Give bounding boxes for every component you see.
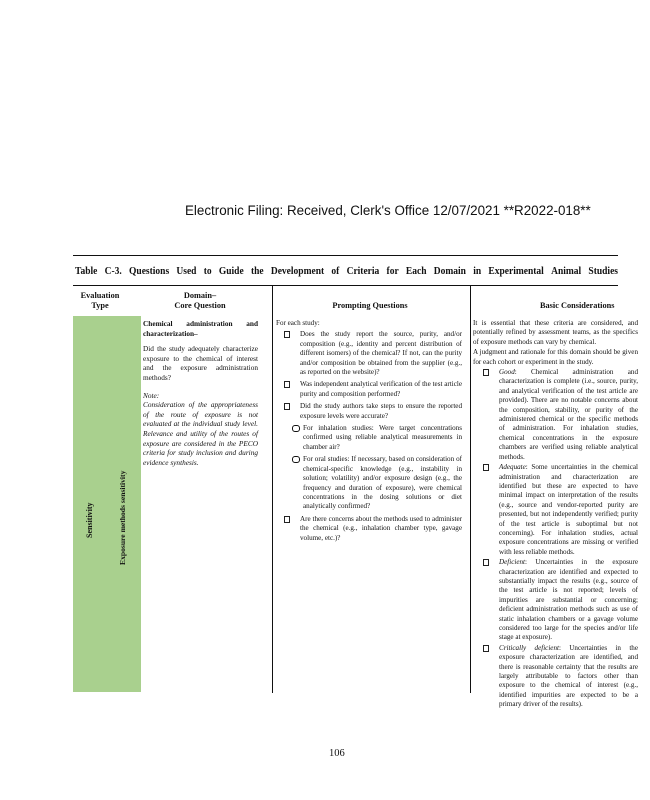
caption-word: Criteria (346, 266, 380, 278)
rating-item (473, 558, 638, 643)
caption-word: for (386, 266, 399, 278)
rating-label: Deficient (499, 558, 525, 567)
prompting-question-text: Did the study authors take steps to ensure the reported exposure levels were accurate? (300, 402, 462, 420)
prompting-questions-cell (276, 319, 462, 546)
note-text: Consideration of the appropriateness of the route of exposure is not evaluated at the individual study level. Relevance and utility of the routes of exposure are considered in the PECO criteria for study inclusion and during evidence synthesis. (143, 400, 258, 467)
caption-word: Experimental (488, 266, 544, 278)
caption-word: the (250, 266, 264, 278)
caption-word: Domain (433, 266, 466, 278)
basic-intro-1: It is essential that these criteria are considered, and potentially refined by assessment teams, as the specifics of exposure methods can vary by chemical. (473, 319, 638, 346)
header-domain-line1: Domain– (183, 291, 217, 300)
checkbox-bullet-icon (483, 645, 489, 652)
core-question-note (143, 391, 258, 468)
prompting-question-text: Does the study report the source, purity, and/or composition (e.g., identity and percent distribution of different isomers) of the chemical? If not, can the purity and/or composition be obtained from the supplier (e.g., as reported on the website)? (300, 330, 462, 377)
filing-stamp: Electronic Filing: Received, Clerk's Office 12/07/2021 **R2022-018** (185, 203, 591, 218)
caption-word: Development (270, 266, 325, 278)
rating-label: Critically deficient (499, 643, 559, 652)
circle-bullet-icon (292, 456, 300, 463)
evaluation-type-cell (73, 316, 141, 692)
header-basic-considerations: Basic Considerations (540, 301, 615, 310)
column-divider-2 (470, 286, 471, 693)
rating-item (473, 644, 638, 710)
rating-item (473, 368, 638, 462)
caption-word: Table (75, 266, 98, 278)
column-divider-1 (272, 286, 273, 693)
page-number: 106 (329, 748, 345, 759)
core-question-cell (143, 319, 258, 473)
checkbox-bullet-icon (284, 331, 290, 338)
rating-text: : Some uncertainties in the chemical administration and characterization are identified but these are expected to have minimal impact on interpretation of the results (e.g., source and vendor-reported purity are presented, but not independently verified; purity of the test article is suboptimal but not concerning). For inhalation studies, actual exposure concentrations are missing or verified with less reliable methods. (499, 463, 638, 556)
header-evaluation-type: Evaluation Type (80, 291, 120, 310)
prompting-intro: For each study: (276, 319, 320, 327)
rating-label: Good (499, 368, 515, 377)
basic-considerations-cell (473, 319, 638, 709)
checkbox-bullet-icon (483, 559, 489, 566)
checkbox-bullet-icon (284, 516, 290, 523)
prompting-question-text: Are there concerns about the methods used to administer the chemical (e.g., inhalation chamber type, gavage volume, etc.)? (300, 514, 462, 542)
rating-label: Adequate (499, 463, 526, 472)
caption-word: to (203, 266, 212, 278)
caption-word: Guide (218, 266, 244, 278)
rating-text: : Chemical administration and characterization is complete (i.e., source, purity, and analytical verification of the test article are provided). There are no notable concerns about the composition, stability, or purity of the administered chemical or the specific methods of administration. For inhalation studies, chemical concentrations in the exposure chambers are verified using reliable analytical methods. (499, 368, 638, 461)
prompting-question-text: For oral studies: If necessary, based on consideration of chemical-specific knowledge (e.g., instability in solution; volatility) and/or exposure design (e.g., the frequency and duration of exposure), were chemical concentrations in the dosing solutions or diet analytically confirmed? (303, 455, 462, 511)
prompting-question-list (276, 330, 462, 543)
checkbox-bullet-icon (483, 369, 489, 376)
circle-bullet-icon (292, 425, 300, 432)
prompting-question (276, 424, 462, 452)
prompting-question (276, 515, 462, 543)
caption-word: of (331, 266, 340, 278)
caption-word: in (473, 266, 482, 278)
domain-label: Exposure methods sensitivity (118, 470, 127, 565)
header-domain (150, 291, 250, 311)
basic-intro-2: A judgment and rationale for this domain should be given for each cohort or experiment in the study. (473, 348, 638, 366)
caption-word: C-3. (104, 266, 122, 278)
caption-word: Each (405, 266, 427, 278)
rating-item (473, 463, 638, 557)
evaluation-type-label: Sensitivity (85, 502, 94, 538)
prompting-question (276, 402, 462, 421)
table-top-rule (73, 255, 618, 256)
rating-text: : Uncertainties in the exposure characterization are identified and expected to substantially impact the results (e.g., source of the test article is not reported; levels of impurities are substantial or concerning; deficient administration methods such as use of static inhalation chambers or a gavage volume considered too large for the species and/or life stage at exposure). (499, 558, 638, 642)
checkbox-bullet-icon (284, 381, 290, 388)
prompting-question (276, 330, 462, 377)
core-question-title: Chemical administration and characterization– (143, 319, 258, 338)
table-caption (75, 266, 618, 278)
prompting-question (276, 380, 462, 399)
header-prompting-questions: Prompting Questions (332, 301, 408, 310)
checkbox-bullet-icon (284, 403, 290, 410)
caption-bottom-rule (73, 285, 618, 286)
caption-word: Used (176, 266, 197, 278)
prompting-question (276, 455, 462, 511)
core-question-text: Did the study adequately characterize exposure to the chemical of interest and the exposure administration methods? (143, 344, 258, 382)
checkbox-bullet-icon (483, 464, 489, 471)
rating-text: : Uncertainties in the exposure characterization are identified, and there is reasonable certainty that the results are largely attributable to factors other than exposure to the chemical of interest (e.g., identified impurities are expected to be a primary driver of the results). (499, 643, 638, 709)
caption-word: Studies (588, 266, 618, 278)
note-label: Note: (143, 390, 160, 400)
caption-word: Questions (129, 266, 170, 278)
rating-list (473, 368, 638, 710)
prompting-question-text: Was independent analytical verification of the test article purity and composition performed? (300, 380, 462, 398)
header-domain-line2: Core Question (174, 301, 226, 310)
caption-word: Animal (551, 266, 582, 278)
prompting-question-text: For inhalation studies: Were target concentrations confirmed using reliable analytical measurements in chamber air? (303, 424, 462, 451)
